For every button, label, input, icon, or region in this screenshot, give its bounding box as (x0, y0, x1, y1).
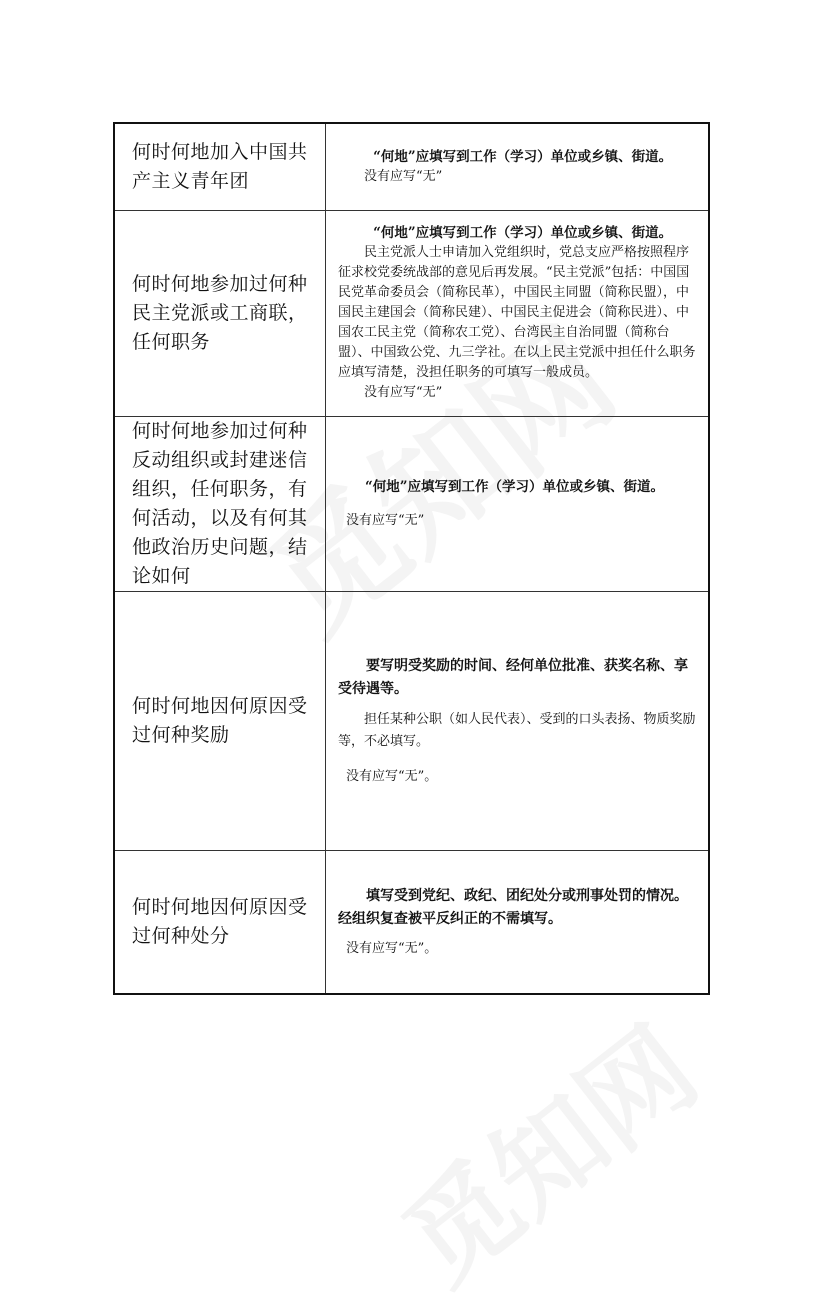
row-content (326, 850, 710, 994)
table-row (114, 850, 709, 994)
row-content (326, 591, 710, 850)
row-label: 何时何地因何原因受过何种处分 (114, 850, 326, 994)
none-note: 没有应写“无” (346, 512, 425, 528)
form-table (113, 122, 710, 995)
none-note: 没有应写“无”。 (346, 940, 438, 956)
table-row (114, 123, 709, 210)
table-row (114, 591, 709, 850)
none-note: 没有应写“无”。 (346, 768, 438, 784)
row-label: 何时何地参加过何种反动组织或封建迷信组织，任何职务，有何活动，以及有何其他政治历史问题，结论如何 (114, 416, 326, 591)
bold-note: “何地”应填写到工作（学习）单位或乡镇、街道。 (365, 478, 665, 495)
row-content (326, 123, 710, 210)
watermark-bottom (366, 985, 723, 1313)
body-note: 民主党派人士申请加入党组织时，党总支应严格按照程序征求校党委统战部的意见后再发展。“民主党派”包括：中国国民党革命委员会（简称民革），中国民主同盟（简称民盟），中国民主建国会（简称民建）、中国民主促进会（简称民进）、中国农工民主党（简称农工党）、台湾民主自治同盟（简称台盟）、中国致公党、九三学社。在以上民主党派中担任什么职务应填写清楚，没担任职务的可填写一般成员。 (338, 245, 696, 380)
bold-note: “何地”应填写到工作（学习）单位或乡镇、街道。 (373, 225, 673, 241)
bold-note: 要写明受奖励的时间、经何单位批准、获奖名称、享受待遇等。 (338, 657, 688, 697)
row-label: 何时何地因何原因受过何种奖励 (114, 591, 326, 850)
row-label: 何时何地加入中国共产主义青年团 (114, 123, 326, 210)
row-label: 何时何地参加过何种民主党派或工商联，任何职务 (114, 210, 326, 416)
table-row (114, 416, 709, 591)
bold-note: 填写受到党纪、政纪、团纪处分或刑事处罚的情况。经组织复查被平反纠正的不需填写。 (338, 887, 688, 927)
bold-note: “何地”应填写到工作（学习）单位或乡镇、街道。 (373, 148, 673, 165)
body-note: 担任某种公职（如人民代表）、受到的口头表扬、物质奖励等，不必填写。 (338, 711, 696, 749)
row-content (326, 210, 710, 416)
none-note: 没有应写“无” (364, 168, 443, 184)
row-content (326, 416, 710, 591)
none-note: 没有应写“无” (364, 385, 443, 400)
table-row (114, 210, 709, 416)
